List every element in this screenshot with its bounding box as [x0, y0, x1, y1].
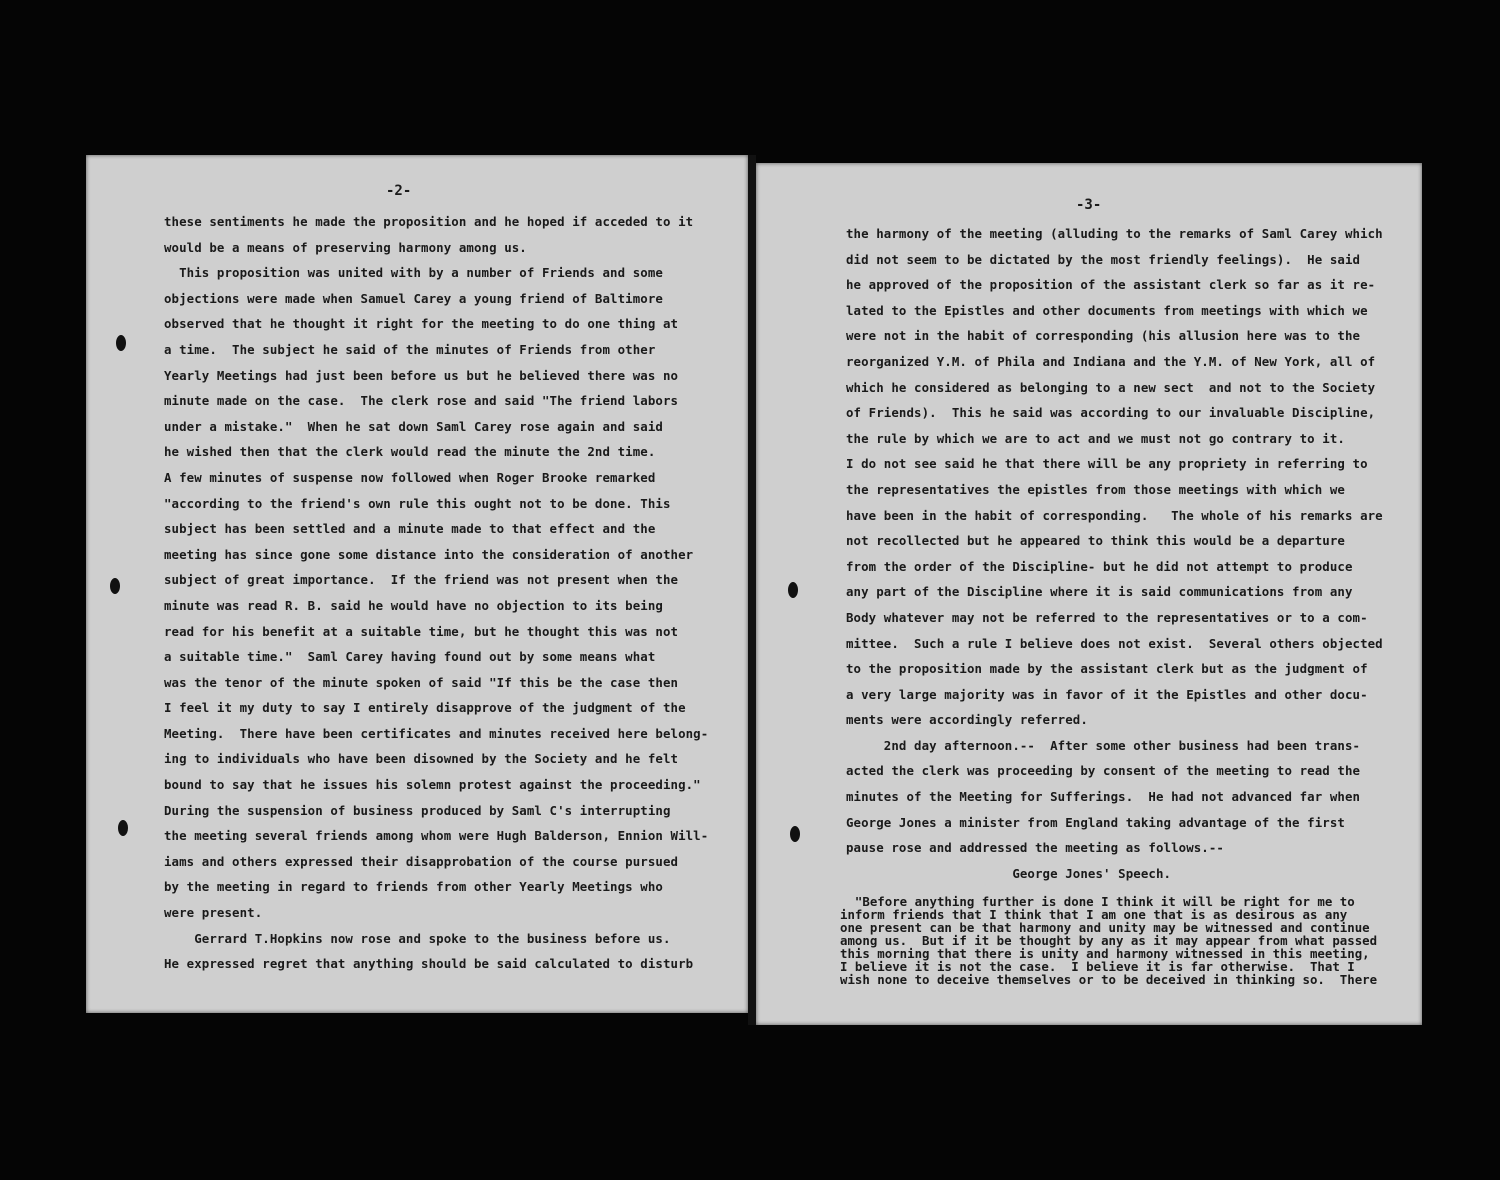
text-line: pause rose and addressed the meeting as follows.--: [846, 840, 1224, 856]
text-line: acted the clerk was proceeding by consent of the meeting to read the: [846, 763, 1361, 779]
text-line: ments were accordingly referred.: [846, 712, 1088, 728]
text-line: were present.: [164, 905, 263, 921]
punch-hole: [110, 578, 120, 594]
text-line: to the proposition made by the assistant clerk but as the judgment of: [846, 661, 1368, 677]
text-line: a suitable time." Saml Carey having found out by some means what: [164, 649, 656, 665]
text-line: minute made on the case. The clerk rose and said "The friend labors: [164, 393, 679, 409]
text-line: a very large majority was in favor of it the Epistles and other docu-: [846, 686, 1368, 702]
speech-line: among us. But if it be thought by any as it may appear from what passed: [840, 933, 1378, 948]
text-line: subject has been settled and a minute made to that effect and the: [164, 521, 656, 537]
text-line: Yearly Meetings had just been before us but he believed there was no: [164, 367, 679, 383]
speech-line: I believe it is not the case. I believe it is far otherwise. That I: [840, 959, 1355, 974]
text-line: "according to the friend's own rule this ought not to be done. This: [164, 495, 671, 511]
punch-hole: [788, 582, 798, 598]
text-line: the harmony of the meeting (alluding to the remarks of Saml Carey which: [846, 226, 1383, 241]
text-line: This proposition was united with by a number of Friends and some: [164, 265, 663, 281]
right-page: [756, 163, 1422, 1025]
text-line: I do not see said he that there will be any propriety in referring to: [846, 456, 1368, 472]
speech-block: [840, 895, 1414, 986]
text-line: 2nd day afternoon.-- After some other business had been trans-: [846, 737, 1361, 753]
text-line: Body whatever may not be referred to the representatives or to a com-: [846, 609, 1368, 625]
text-line: observed that he thought it right for the meeting to do one thing at: [164, 316, 679, 332]
text-line: under a mistake." When he sat down Saml Carey rose again and said: [164, 418, 663, 434]
text-line: he approved of the proposition of the assistant clerk so far as it re-: [846, 277, 1376, 293]
text-line: of Friends). This he said was according to our invaluable Discipline,: [846, 405, 1376, 421]
text-line: the representatives the epistles from those meetings with which we: [846, 481, 1345, 497]
text-block: [846, 221, 1416, 886]
text-line: the meeting several friends among whom were Hugh Balderson, Ennion Will-: [164, 828, 709, 844]
text-line: lated to the Epistles and other documents from meetings with which we: [846, 302, 1368, 318]
text-line: minute was read R. B. said he would have no objection to its being: [164, 597, 663, 613]
text-block: [164, 209, 754, 977]
page-number: -3-: [1076, 197, 1102, 213]
text-line: he wished then that the clerk would read the minute the 2nd time.: [164, 444, 656, 460]
text-line: which he considered as belonging to a new sect and not to the Society: [846, 379, 1376, 395]
text-line: by the meeting in regard to friends from other Yearly Meetings who: [164, 879, 663, 895]
speech-line: "Before anything further is done I think it will be right for me to: [840, 894, 1355, 909]
text-line: objections were made when Samuel Carey a young friend of Baltimore: [164, 290, 663, 306]
text-line: reorganized Y.M. of Phila and Indiana and the Y.M. of New York, all of: [846, 353, 1376, 369]
text-line: ing to individuals who have been disowned by the Society and he felt: [164, 751, 679, 767]
text-line: the rule by which we are to act and we must not go contrary to it.: [846, 430, 1345, 446]
text-line: subject of great importance. If the friend was not present when the: [164, 572, 679, 588]
text-line: not recollected but he appeared to think this would be a departure: [846, 533, 1345, 549]
text-line: would be a means of preserving harmony among us.: [164, 239, 527, 255]
text-line: read for his benefit at a suitable time, but he thought this was not: [164, 623, 679, 639]
text-line: iams and others expressed their disapprobation of the course pursued: [164, 853, 679, 869]
text-line: During the suspension of business produced by Saml C's interrupting: [164, 802, 671, 818]
speech-line: one present can be that harmony and unity may be witnessed and continue: [840, 920, 1370, 935]
text-line: bound to say that he issues his solemn protest against the proceeding.": [164, 777, 701, 793]
text-line: A few minutes of suspense now followed when Roger Brooke remarked: [164, 469, 656, 485]
text-line: George Jones a minister from England taking advantage of the first: [846, 814, 1345, 830]
punch-hole: [116, 335, 126, 351]
text-line: Gerrard T.Hopkins now rose and spoke to the business before us.: [164, 930, 671, 946]
text-line: a time. The subject he said of the minutes of Friends from other: [164, 341, 656, 357]
text-line: have been in the habit of corresponding. The whole of his remarks are: [846, 507, 1383, 523]
text-line: were not in the habit of corresponding (his allusion here was to the: [846, 328, 1361, 344]
speech-line: this morning that there is unity and harmony witnessed in this meeting,: [840, 946, 1370, 961]
text-line: meeting has since gone some distance into the consideration of another: [164, 546, 694, 562]
text-line: any part of the Discipline where it is said communications from any: [846, 584, 1353, 600]
punch-hole: [118, 820, 128, 836]
text-line: mittee. Such a rule I believe does not exist. Several others objected: [846, 635, 1383, 651]
text-line: from the order of the Discipline- but he did not attempt to produce: [846, 558, 1353, 574]
text-line: these sentiments he made the proposition and he hoped if acceded to it: [164, 214, 694, 229]
speech-line: inform friends that I think that I am one that is as desirous as any: [840, 907, 1348, 922]
left-page: [86, 155, 748, 1013]
text-line: George Jones' Speech.: [846, 865, 1172, 881]
text-line: He expressed regret that anything should be said calculated to disturb: [164, 956, 694, 972]
punch-hole: [790, 826, 800, 842]
text-line: was the tenor of the minute spoken of said "If this be the case then: [164, 674, 679, 690]
text-line: minutes of the Meeting for Sufferings. He had not advanced far when: [846, 789, 1361, 805]
text-line: I feel it my duty to say I entirely disapprove of the judgment of the: [164, 700, 686, 716]
speech-line: wish none to deceive themselves or to be deceived in thinking so. There: [840, 972, 1378, 987]
text-line: did not seem to be dictated by the most friendly feelings). He said: [846, 251, 1361, 267]
page-number: -2-: [386, 183, 412, 199]
text-line: Meeting. There have been certificates and minutes received here belong-: [164, 725, 709, 741]
